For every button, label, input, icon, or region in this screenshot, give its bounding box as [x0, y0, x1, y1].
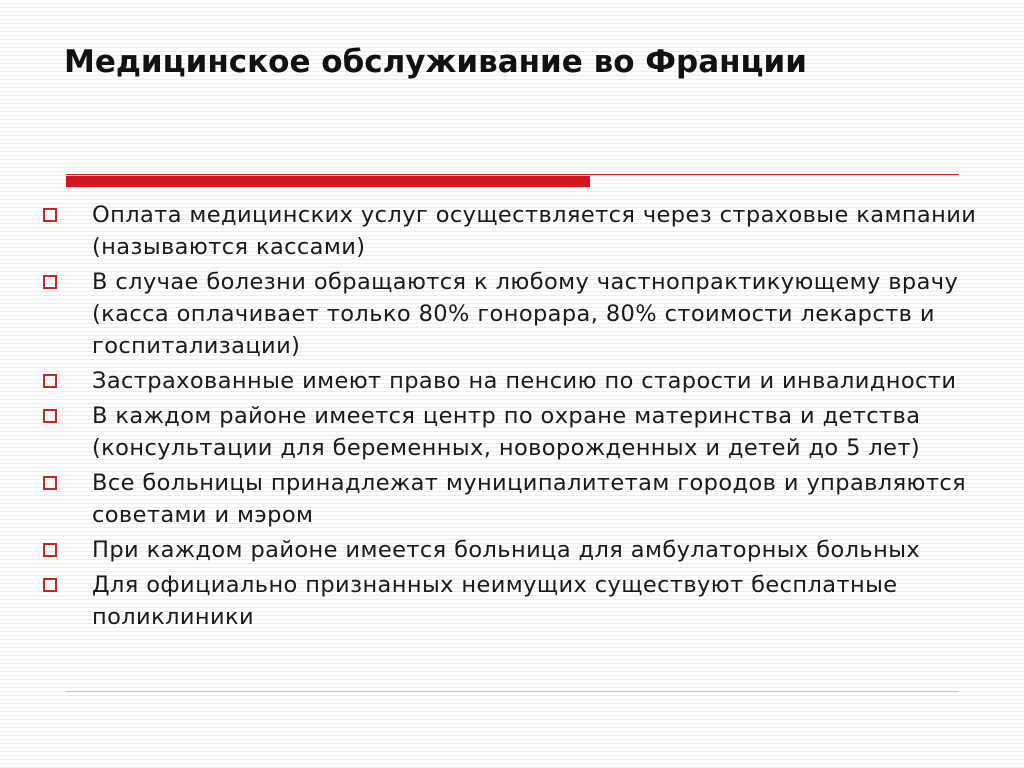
- hollow-square-bullet-icon: [43, 543, 57, 557]
- hollow-square-bullet-icon: [43, 208, 57, 222]
- title-underline-thin: [66, 174, 959, 175]
- bullet-list: [40, 199, 1010, 636]
- hollow-square-bullet-icon: [43, 476, 57, 490]
- title-underline-accent-bar: [66, 176, 590, 187]
- footer-rule: [66, 691, 959, 692]
- bullet-item: [40, 569, 1010, 633]
- bullet-item: [40, 266, 1010, 362]
- hollow-square-bullet-icon: [43, 374, 57, 388]
- slide-title: Медицинское обслуживание во Франции: [64, 44, 807, 80]
- bullet-text: Оплата медицинских услуг осуществляется через страховые кампании (называются кассами): [92, 202, 977, 260]
- bullet-text: Все больницы принадлежат муниципалитетам городов и управляются советами и мэром: [92, 470, 967, 528]
- hollow-square-bullet-icon: [43, 409, 57, 423]
- bullet-item: [40, 400, 1010, 464]
- bullet-item: [40, 534, 1010, 566]
- bullet-text: При каждом районе имеется больница для амбулаторных больных: [92, 537, 921, 563]
- bullet-text: В случае болезни обращаются к любому частнопрактикующему врачу (касса оплачивает только 80% гонорара, 80% стоимости лекарств и госпитализации): [92, 269, 959, 359]
- bullet-text: В каждом районе имеется центр по охране материнства и детства (консультации для беременных, новорожденных и детей до 5 лет): [92, 403, 921, 461]
- bullet-text: Для официально признанных неимущих существуют бесплатные поликлиники: [92, 572, 898, 630]
- bullet-item: [40, 365, 1010, 397]
- bullet-item: [40, 467, 1010, 531]
- hollow-square-bullet-icon: [43, 275, 57, 289]
- bullet-item: [40, 199, 1010, 263]
- bullet-text: Застрахованные имеют право на пенсию по старости и инвалидности: [92, 368, 957, 394]
- hollow-square-bullet-icon: [43, 578, 57, 592]
